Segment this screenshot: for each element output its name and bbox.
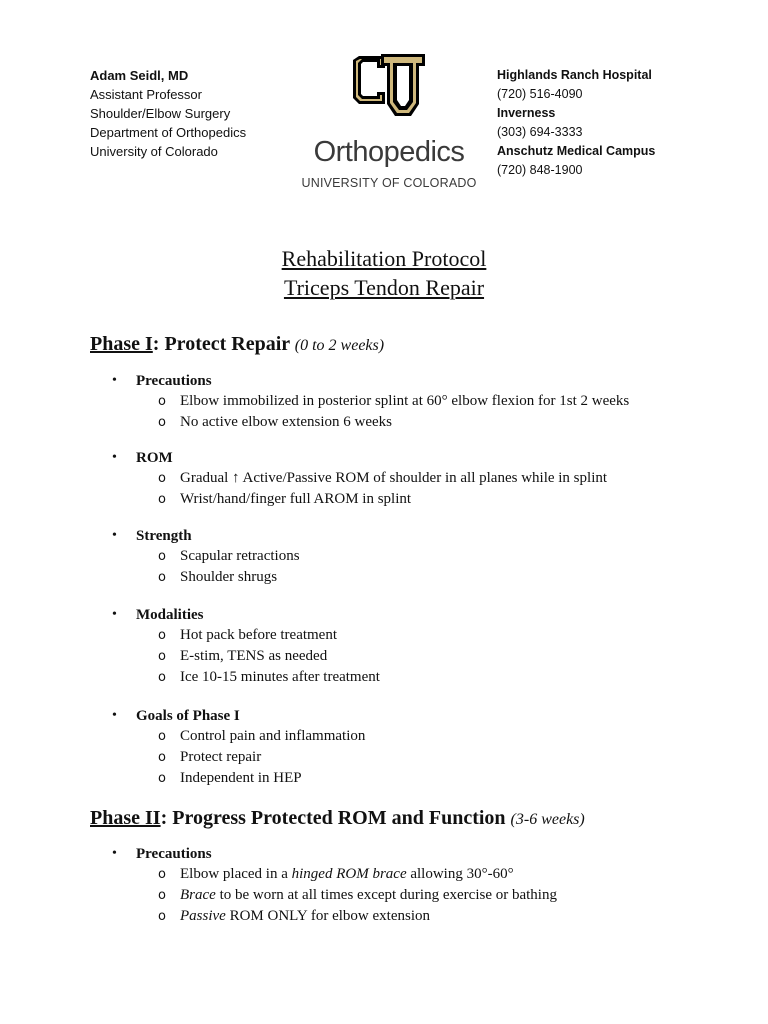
list-item: Shoulder shrugs [180, 569, 278, 585]
circle-bullet-icon: o [158, 570, 166, 585]
circle-bullet-icon: o [158, 394, 166, 409]
list-item: Wrist/hand/finger full AROM in splint [180, 491, 412, 507]
locations-block [497, 66, 655, 180]
author-title: Assistant Professor [90, 87, 202, 102]
circle-bullet-icon: o [158, 750, 166, 765]
circle-bullet-icon: o [158, 649, 166, 664]
location-anschutz: Anschutz Medical Campus [497, 144, 656, 158]
circle-bullet-icon: o [158, 729, 166, 744]
phase-2-title: : Progress Protected ROM and Function [160, 807, 506, 829]
circle-bullet-icon: o [158, 492, 166, 507]
author-name: Adam Seidl, MD [90, 68, 189, 83]
phase-2-heading [90, 807, 585, 830]
phase-1-weeks: (0 to 2 weeks) [294, 337, 385, 354]
circle-bullet-icon: o [158, 549, 166, 564]
list-item: Ice 10-15 minutes after treatment [180, 669, 380, 685]
phone-anschutz: (720) 848-1900 [497, 163, 583, 177]
list-item: E-stim, TENS as needed [180, 648, 328, 664]
section-title: Strength [136, 527, 192, 544]
logo-wordmark: Orthopedics [313, 136, 465, 168]
list-item: Hot pack before treatment [180, 627, 338, 643]
section-precautions-2 [112, 844, 557, 927]
section-precautions-1 [112, 371, 629, 433]
list-item: Passive ROM ONLY for elbow extension [180, 908, 430, 924]
location-inverness: Inverness [497, 106, 556, 120]
section-title: Modalities [136, 606, 204, 623]
section-rom [112, 448, 607, 510]
author-block [90, 66, 246, 161]
circle-bullet-icon: o [158, 471, 166, 486]
circle-bullet-icon: o [158, 628, 166, 643]
phase-1-label: Phase I [90, 333, 153, 355]
location-highlands-ranch: Highlands Ranch Hospital [497, 68, 652, 82]
circle-bullet-icon: o [158, 909, 166, 924]
section-modalities [112, 605, 380, 688]
list-item: Protect repair [180, 749, 262, 765]
bullet-icon: • [112, 528, 117, 543]
document-subtitle: Triceps Tendon Repair [283, 275, 485, 300]
list-item: Gradual ↑ Active/Passive ROM of shoulder in all planes while in splint [180, 470, 608, 486]
author-department: Department of Orthopedics [90, 125, 247, 140]
phase-1-title: : Protect Repair [152, 333, 290, 355]
section-goals-phase-1 [112, 706, 365, 789]
phase-2-weeks: (3-6 weeks) [510, 811, 585, 828]
document-title: Rehabilitation Protocol [281, 246, 487, 271]
phone-inverness: (303) 694-3333 [497, 125, 583, 139]
section-title: ROM [136, 449, 173, 466]
cu-logo-icon [351, 50, 427, 126]
circle-bullet-icon: o [158, 888, 166, 903]
phase-1-heading [90, 333, 384, 356]
bullet-icon: • [112, 607, 117, 622]
section-title: Precautions [136, 372, 212, 389]
section-title: Goals of Phase I [136, 707, 240, 724]
list-item: Scapular retractions [180, 548, 300, 564]
logo-university: UNIVERSITY OF COLORADO [301, 176, 477, 190]
bullet-icon: • [112, 450, 117, 465]
author-specialty: Shoulder/Elbow Surgery [90, 106, 231, 121]
bullet-icon: • [112, 708, 117, 723]
circle-bullet-icon: o [158, 670, 166, 685]
bullet-icon: • [112, 846, 117, 861]
circle-bullet-icon: o [158, 867, 166, 882]
phone-highlands-ranch: (720) 516-4090 [497, 87, 583, 101]
cu-orthopedics-logo [296, 50, 482, 200]
phase-2-label: Phase II [90, 807, 161, 829]
list-item: No active elbow extension 6 weeks [180, 414, 393, 430]
list-item: Control pain and inflammation [180, 728, 366, 744]
circle-bullet-icon: o [158, 415, 166, 430]
section-strength [112, 526, 300, 588]
list-item: Independent in HEP [180, 770, 302, 786]
circle-bullet-icon: o [158, 771, 166, 786]
author-university: University of Colorado [90, 144, 218, 159]
list-item: Elbow placed in a hinged ROM brace allowing 30°-60° [180, 866, 514, 882]
list-item: Elbow immobilized in posterior splint at 60° elbow flexion for 1st 2 weeks [180, 393, 630, 409]
bullet-icon: • [112, 373, 117, 388]
section-title: Precautions [136, 845, 212, 862]
list-item: Brace to be worn at all times except during exercise or bathing [180, 887, 557, 903]
